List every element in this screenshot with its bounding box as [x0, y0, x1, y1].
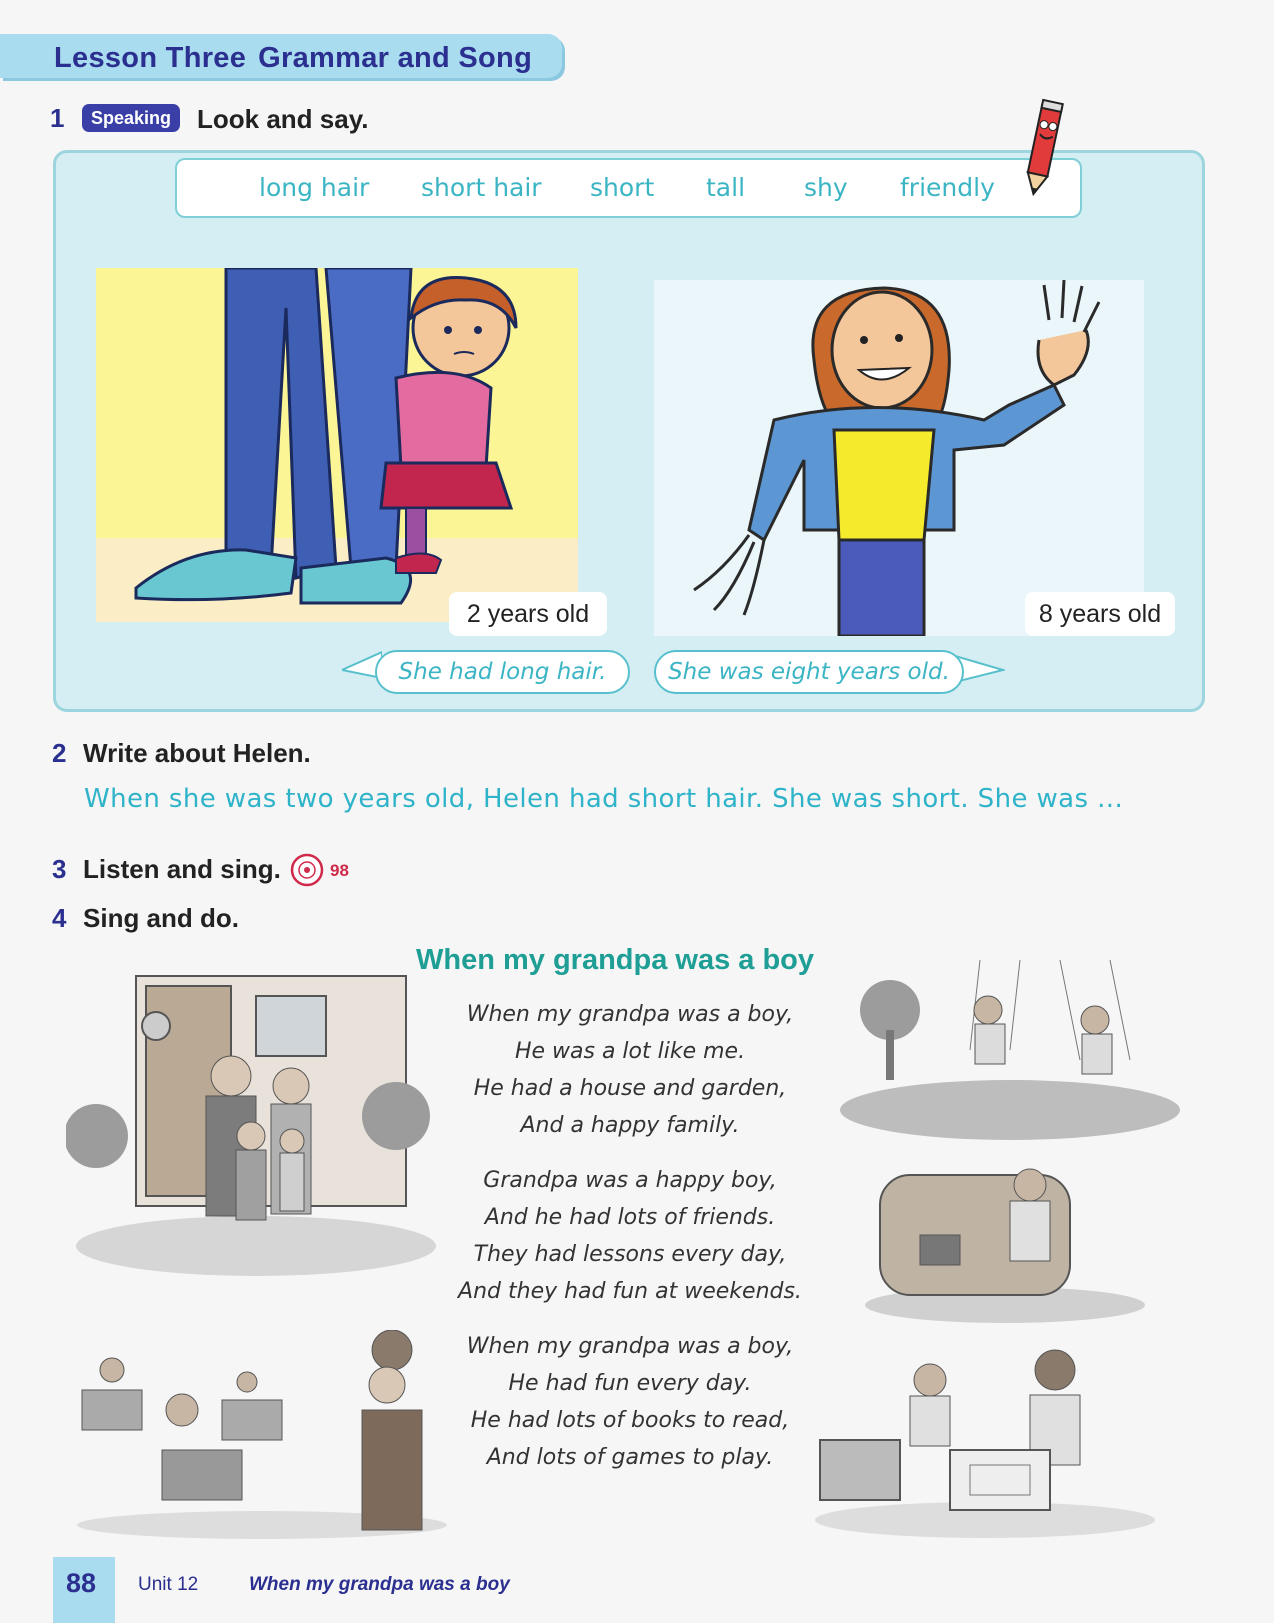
word-short-hair: short hair [421, 173, 542, 202]
song-title: When my grandpa was a boy [416, 944, 815, 976]
audio-cd-icon[interactable] [290, 853, 324, 887]
unit-title: When my grandpa was a boy [249, 1574, 510, 1595]
lyric-line: When my grandpa was a boy, [466, 1002, 794, 1027]
exercise-2-instruction: Write about Helen. [83, 738, 311, 768]
lyric-line: He had a house and garden, [473, 1076, 787, 1101]
exercise-3-instruction: Listen and sing. [83, 854, 281, 884]
lyric-line: And lots of games to play. [486, 1445, 774, 1470]
track-number: 98 [330, 861, 349, 880]
age-label-right: 8 years old [1025, 592, 1175, 636]
exercise-1-instruction: Look and say. [197, 104, 369, 134]
unit-label: Unit 12 [138, 1574, 199, 1595]
lyric-line: He was a lot like me. [514, 1039, 746, 1064]
lyric-line: And he had lots of friends. [484, 1205, 776, 1230]
exercise-3-number: 3 [52, 854, 67, 884]
exercise-2-number: 2 [52, 738, 67, 768]
speech-bubble-right: She was eight years old. [654, 650, 964, 694]
pencil-mascot-icon [1015, 95, 1071, 203]
lyric-line: And a happy family. [520, 1113, 740, 1138]
lyric-line: When my grandpa was a boy, [466, 1334, 794, 1359]
word-shy: shy [804, 173, 848, 202]
lesson-title [54, 42, 532, 75]
word-tall: tall [706, 173, 746, 202]
word-long-hair: long hair [259, 173, 370, 202]
lyric-line: He had lots of books to read, [470, 1408, 790, 1433]
lesson-subtitle: Grammar and Song [258, 42, 533, 74]
exercise-1-number: 1 [50, 103, 65, 133]
scene-shy-girl [96, 268, 578, 622]
boy-reading-armchair-illustration [860, 1165, 1150, 1325]
lyric-line: They had lessons every day, [473, 1242, 787, 1267]
page-number: 88 [66, 1568, 97, 1598]
speech-bubble-left: She had long hair. [375, 650, 630, 694]
word-short: short [590, 173, 655, 202]
word-friendly: friendly [900, 173, 995, 202]
lesson-label: Lesson Three [54, 42, 247, 74]
exercise-4-number: 4 [52, 903, 67, 933]
shy-girl-illustration [96, 268, 578, 622]
speaking-badge: Speaking [82, 104, 180, 132]
scene-friendly-girl [654, 280, 1144, 636]
exercise-4-instruction: Sing and do. [83, 903, 239, 933]
lyric-line: He had fun every day. [508, 1371, 752, 1396]
family-house-illustration [66, 966, 446, 1276]
kids-swings-illustration [830, 960, 1190, 1140]
helen-example-text: When she was two years old, Helen had short hair. She was short. She was ... [84, 784, 1124, 814]
lyric-line: Grandpa was a happy boy, [483, 1168, 777, 1193]
lyric-line: And they had fun at weekends. [458, 1279, 802, 1304]
classroom-illustration [72, 1330, 452, 1540]
age-label-left: 2 years old [449, 592, 607, 636]
friendly-girl-illustration [654, 280, 1144, 636]
kids-board-game-illustration [810, 1340, 1160, 1540]
